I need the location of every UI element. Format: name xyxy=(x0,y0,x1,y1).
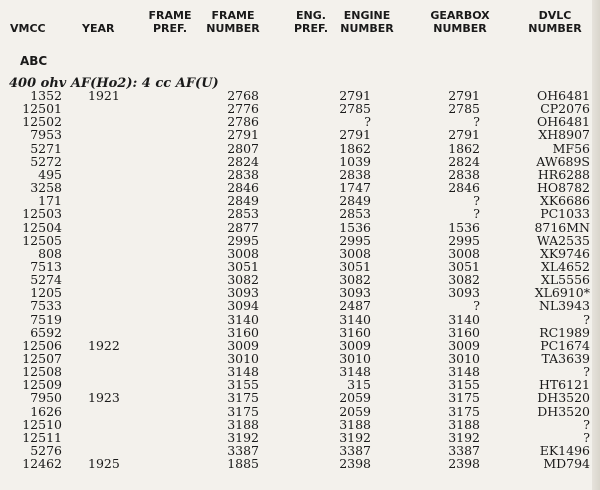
dvlc-number-cell: RC1989 xyxy=(539,324,590,340)
frame-number-cell: 2807 xyxy=(227,140,259,156)
gearbox-number-cell: 2824 xyxy=(448,153,480,169)
frame-number-cell: 3094 xyxy=(227,298,259,314)
table-row xyxy=(0,299,600,313)
dvlc-number-cell: XH8907 xyxy=(538,127,590,143)
table-row xyxy=(0,365,600,379)
make-heading: ABC xyxy=(20,54,48,68)
gearbox-number-cell: 3008 xyxy=(448,245,480,261)
header-vmcc: VMCC xyxy=(10,22,46,35)
frame-number-cell: 3155 xyxy=(227,377,259,393)
vmcc-cell: 6592 xyxy=(30,324,62,340)
table-row xyxy=(0,221,600,235)
gearbox-number-cell: 2995 xyxy=(448,232,480,248)
dvlc-number-cell: PC1033 xyxy=(540,206,590,222)
engine-number-cell: 1039 xyxy=(339,153,371,169)
vmcc-cell: 7533 xyxy=(30,298,62,314)
vmcc-cell: 5271 xyxy=(30,140,62,156)
dvlc-number-cell: DH3520 xyxy=(537,390,590,406)
vmcc-cell: 12503 xyxy=(22,206,62,222)
engine-number-cell: 1862 xyxy=(339,140,371,156)
gearbox-number-cell: 3387 xyxy=(448,443,480,459)
engine-number-cell: 2838 xyxy=(339,166,371,182)
engine-number-cell: 1747 xyxy=(339,180,371,196)
frame-number-cell: 3160 xyxy=(227,324,259,340)
engine-number-cell: 3093 xyxy=(339,285,371,301)
vmcc-cell: 12508 xyxy=(22,364,62,380)
engine-number-cell: 3008 xyxy=(339,245,371,261)
vmcc-cell: 171 xyxy=(38,193,62,209)
frame-number-cell: 3140 xyxy=(227,311,259,327)
vmcc-cell: 12462 xyxy=(22,456,62,472)
gearbox-number-cell: 3082 xyxy=(448,272,480,288)
frame-number-cell: 3051 xyxy=(227,258,259,274)
gearbox-number-cell: ? xyxy=(473,206,480,222)
gearbox-number-cell: 3009 xyxy=(448,337,480,353)
gearbox-number-cell: 3155 xyxy=(448,377,480,393)
engine-number-cell: 2853 xyxy=(339,206,371,222)
gearbox-number-cell: 3192 xyxy=(448,429,480,445)
table-row xyxy=(0,339,600,353)
vmcc-cell: 5276 xyxy=(30,443,62,459)
frame-number-cell: 2995 xyxy=(227,232,259,248)
frame-number-cell: 3387 xyxy=(227,443,259,459)
gearbox-number-cell: 3188 xyxy=(448,416,480,432)
gearbox-number-cell: 3093 xyxy=(448,285,480,301)
table-row xyxy=(0,457,600,471)
table-row xyxy=(0,418,600,432)
gearbox-number-cell: 3148 xyxy=(448,364,480,380)
dvlc-number-cell: OH6481 xyxy=(537,88,590,103)
vmcc-cell: 12506 xyxy=(22,337,62,353)
engine-number-cell: 3140 xyxy=(339,311,371,327)
engine-number-cell: 2849 xyxy=(339,193,371,209)
table-row xyxy=(0,405,600,419)
vmcc-cell: 12511 xyxy=(22,429,62,445)
frame-number-cell: 3192 xyxy=(227,429,259,445)
gearbox-number-cell: 2838 xyxy=(448,166,480,182)
dvlc-number-cell: ? xyxy=(583,364,590,380)
year-cell: 1921 xyxy=(88,88,120,103)
vmcc-cell: 12510 xyxy=(22,416,62,432)
dvlc-number-cell: HR6288 xyxy=(537,166,590,182)
page-edge xyxy=(592,0,600,490)
frame-number-cell: 3093 xyxy=(227,285,259,301)
dvlc-number-cell: DH3520 xyxy=(537,403,590,419)
dvlc-number-cell: ? xyxy=(583,416,590,432)
dvlc-number-cell: ? xyxy=(583,311,590,327)
dvlc-number-cell: 8716MN xyxy=(534,219,590,235)
dvlc-number-cell: XL6910* xyxy=(534,285,590,301)
engine-number-cell: 2487 xyxy=(339,298,371,314)
header-dvlc-number: DVLC NUMBER xyxy=(528,9,582,35)
engine-number-cell: 1536 xyxy=(339,219,371,235)
vmcc-cell: 12502 xyxy=(22,114,62,130)
table-row xyxy=(0,260,600,274)
gearbox-number-cell: 3175 xyxy=(448,403,480,419)
table-row xyxy=(0,391,600,405)
table-row xyxy=(0,431,600,445)
frame-number-cell: 3008 xyxy=(227,245,259,261)
vmcc-cell: 7513 xyxy=(30,258,62,274)
vmcc-cell: 7519 xyxy=(30,311,62,327)
year-cell: 1925 xyxy=(88,456,120,472)
vmcc-cell: 7953 xyxy=(30,127,62,143)
vmcc-cell: 12505 xyxy=(22,232,62,248)
table-row xyxy=(0,352,600,366)
dvlc-number-cell: AW689S xyxy=(536,153,590,169)
table-row xyxy=(0,234,600,248)
dvlc-number-cell: XL5556 xyxy=(540,272,590,288)
gearbox-number-cell: 2791 xyxy=(448,127,480,143)
table-row xyxy=(0,168,600,182)
engine-number-cell: 2791 xyxy=(339,127,371,143)
gearbox-number-cell: 3051 xyxy=(448,258,480,274)
engine-number-cell: 315 xyxy=(347,377,371,393)
vmcc-cell: 1352 xyxy=(30,88,62,103)
frame-number-cell: 1885 xyxy=(227,456,259,472)
frame-number-cell: 2776 xyxy=(227,101,259,117)
year-cell: 1923 xyxy=(88,390,120,406)
dvlc-number-cell: ? xyxy=(583,429,590,445)
table-row xyxy=(0,102,600,116)
frame-number-cell: 2853 xyxy=(227,206,259,222)
engine-number-cell: 3148 xyxy=(339,364,371,380)
table-row xyxy=(0,194,600,208)
table-row xyxy=(0,128,600,142)
gearbox-number-cell: 1862 xyxy=(448,140,480,156)
engine-number-cell: 3082 xyxy=(339,272,371,288)
vmcc-cell: 7950 xyxy=(30,390,62,406)
engine-number-cell: 3188 xyxy=(339,416,371,432)
engine-number-cell: 3051 xyxy=(339,258,371,274)
gearbox-number-cell: 2791 xyxy=(448,88,480,103)
frame-number-cell: 3175 xyxy=(227,390,259,406)
dvlc-number-cell: XK6686 xyxy=(539,193,590,209)
vmcc-cell: 12507 xyxy=(22,351,62,366)
vmcc-cell: 1205 xyxy=(30,285,62,301)
dvlc-number-cell: XL4652 xyxy=(540,258,590,274)
frame-number-cell: 2768 xyxy=(227,88,259,103)
gearbox-number-cell: 2785 xyxy=(448,101,480,117)
dvlc-number-cell: MF56 xyxy=(552,140,590,156)
table-row xyxy=(0,286,600,300)
engine-number-cell: 3009 xyxy=(339,337,371,353)
engine-number-cell: 2059 xyxy=(339,390,371,406)
dvlc-number-cell: HT6121 xyxy=(538,377,590,393)
gearbox-number-cell: ? xyxy=(473,114,480,130)
vmcc-cell: 1626 xyxy=(30,403,62,419)
table-row xyxy=(0,181,600,195)
header-year: YEAR xyxy=(82,22,115,35)
engine-number-cell: 3192 xyxy=(339,429,371,445)
engine-number-cell: 3160 xyxy=(339,324,371,340)
gearbox-number-cell: ? xyxy=(473,298,480,314)
dvlc-number-cell: CP2076 xyxy=(540,101,590,117)
engine-number-cell: 2785 xyxy=(339,101,371,117)
vmcc-cell: 5274 xyxy=(30,272,62,288)
model-heading: 400 ohv AF(Ho2): 4 cc AF(U) xyxy=(9,76,219,91)
frame-number-cell: 3188 xyxy=(227,416,259,432)
table-row xyxy=(0,142,600,156)
header-frame-pref: FRAME PREF. xyxy=(148,9,192,35)
frame-number-cell: 2824 xyxy=(227,153,259,169)
vmcc-cell: 12504 xyxy=(22,219,62,235)
header-eng-pref: ENG. PREF. xyxy=(293,9,329,35)
header-frame-number: FRAME NUMBER xyxy=(206,9,260,35)
year-cell: 1922 xyxy=(88,337,120,353)
table-row xyxy=(0,155,600,169)
frame-number-cell: 2849 xyxy=(227,193,259,209)
table-row xyxy=(0,115,600,129)
vmcc-cell: 12501 xyxy=(22,101,62,117)
engine-number-cell: 3387 xyxy=(339,443,371,459)
gearbox-number-cell: 1536 xyxy=(448,219,480,235)
engine-number-cell: 3010 xyxy=(339,351,371,366)
dvlc-number-cell: MD794 xyxy=(543,456,590,472)
table-row xyxy=(0,89,600,103)
dvlc-number-cell: HO8782 xyxy=(537,180,590,196)
vmcc-cell: 495 xyxy=(38,166,62,182)
header-gearbox-number: GEARBOX NUMBER xyxy=(430,9,490,35)
gearbox-number-cell: 3160 xyxy=(448,324,480,340)
frame-number-cell: 3082 xyxy=(227,272,259,288)
dvlc-number-cell: XK9746 xyxy=(539,245,590,261)
dvlc-number-cell: PC1674 xyxy=(540,337,590,353)
gearbox-number-cell: 3010 xyxy=(448,351,480,366)
gearbox-number-cell: 2398 xyxy=(448,456,480,472)
vmcc-cell: 3258 xyxy=(30,180,62,196)
engine-number-cell: 2398 xyxy=(339,456,371,472)
frame-number-cell: 2846 xyxy=(227,180,259,196)
dvlc-number-cell: TA3639 xyxy=(541,351,590,366)
table-row xyxy=(0,207,600,221)
frame-number-cell: 2791 xyxy=(227,127,259,143)
frame-number-cell: 2838 xyxy=(227,166,259,182)
gearbox-number-cell: 3140 xyxy=(448,311,480,327)
frame-number-cell: 2786 xyxy=(227,114,259,130)
frame-number-cell: 3010 xyxy=(227,351,259,366)
engine-number-cell: 2059 xyxy=(339,403,371,419)
engine-number-cell: ? xyxy=(364,114,371,130)
table-row xyxy=(0,247,600,261)
frame-number-cell: 3148 xyxy=(227,364,259,380)
frame-number-cell: 3009 xyxy=(227,337,259,353)
engine-number-cell: 2791 xyxy=(339,88,371,103)
vmcc-cell: 808 xyxy=(38,245,62,261)
frame-number-cell: 2877 xyxy=(227,219,259,235)
dvlc-number-cell: OH6481 xyxy=(537,114,590,130)
vmcc-cell: 5272 xyxy=(30,153,62,169)
table-row xyxy=(0,313,600,327)
engine-number-cell: 2995 xyxy=(339,232,371,248)
frame-number-cell: 3175 xyxy=(227,403,259,419)
header-engine-number: ENGINE NUMBER xyxy=(340,9,394,35)
table-row xyxy=(0,273,600,287)
dvlc-number-cell: WA2535 xyxy=(536,232,590,248)
dvlc-number-cell: NL3943 xyxy=(538,298,590,314)
vmcc-cell: 12509 xyxy=(22,377,62,393)
dvlc-number-cell: EK1496 xyxy=(539,443,590,459)
gearbox-number-cell: 3175 xyxy=(448,390,480,406)
gearbox-number-cell: 2846 xyxy=(448,180,480,196)
gearbox-number-cell: ? xyxy=(473,193,480,209)
